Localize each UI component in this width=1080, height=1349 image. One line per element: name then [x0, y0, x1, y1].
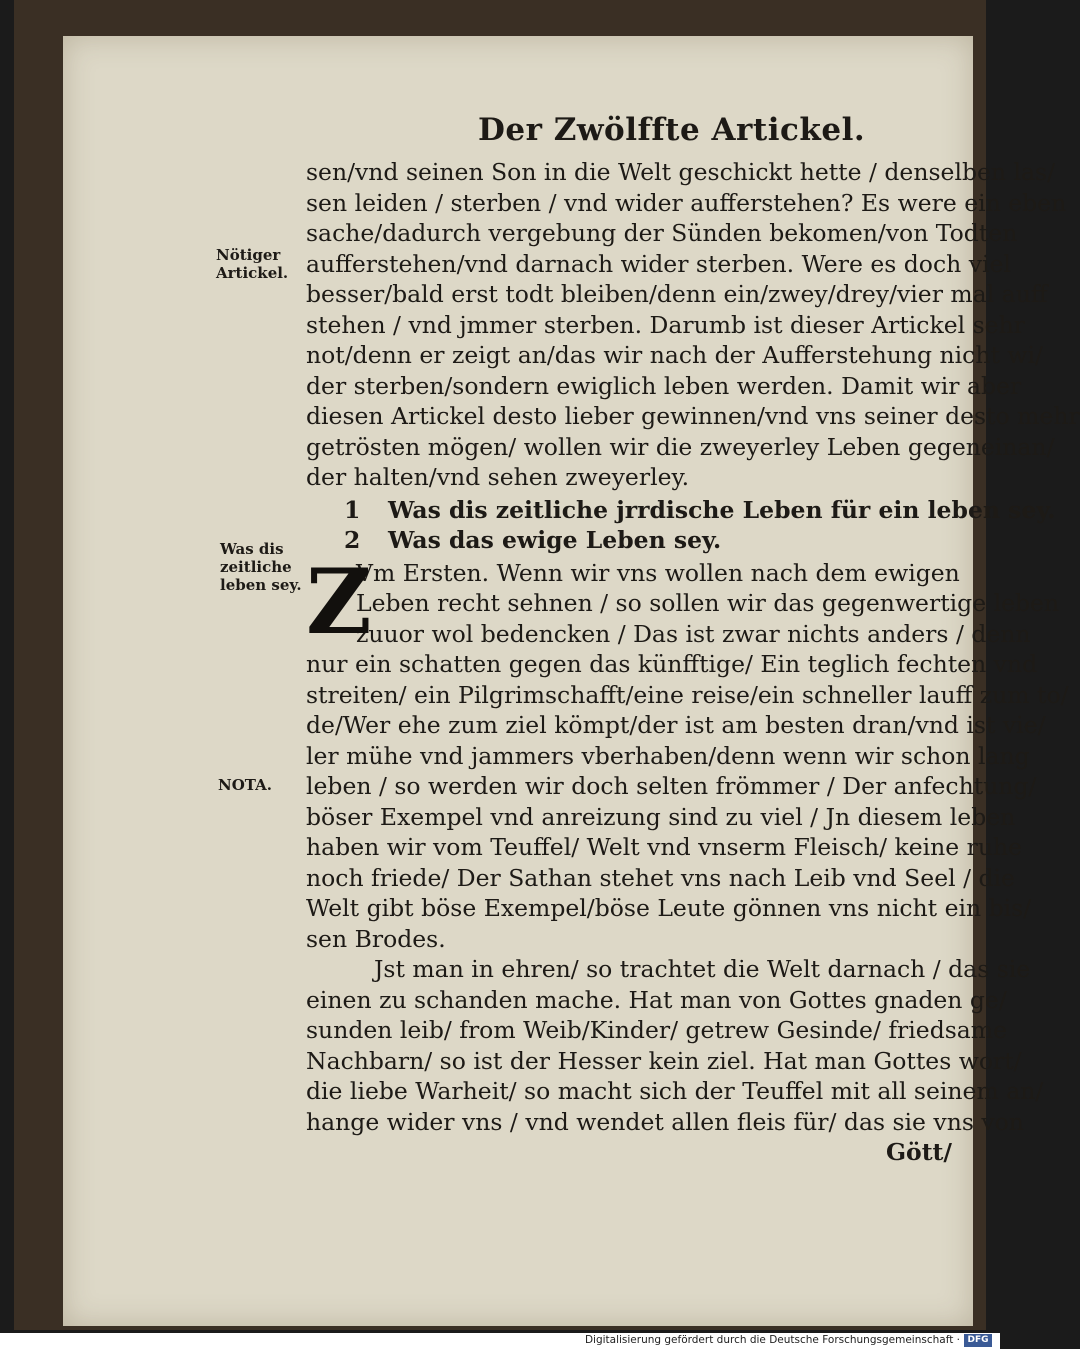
- text-line: haben wir vom Teuffel/ Welt vnd vnserm Fleisch/ keine ruhe: [306, 833, 1023, 861]
- text-line: sen/vnd seinen Son in die Welt geschickt hette / denselben las/: [306, 158, 1056, 186]
- text-line: sunden leib/ from Weib/Kinder/ getrew Gesinde/ friedsame: [306, 1016, 1007, 1044]
- text-line: sen Brodes.: [306, 924, 446, 953]
- text-line: der halten/vnd sehen zweyerley.: [306, 463, 690, 491]
- text-line: die liebe Warheit/ so macht sich der Teuffel mit all seinem an/: [306, 1077, 1044, 1105]
- text-line: besser/bald erst todt bleiben/denn ein/zwey/drey/vier mal auff: [306, 280, 1048, 308]
- text-line: sen leiden / sterben / vnd wider aufferstehen? Es were ein eben: [306, 188, 1067, 217]
- text-line: sache/dadurch vergebung der Sünden bekomen/von Todten: [306, 219, 1018, 247]
- paragraph-3: [306, 954, 1044, 1168]
- text-line: stehen / vnd jmmer sterben. Darumb ist dieser Artickel sehr: [306, 310, 1025, 339]
- text-line: leben / so werden wir doch selten frömmer / Der anfechtung/: [306, 772, 1037, 800]
- list-text: Was das ewige Leben sey.: [388, 526, 722, 554]
- paragraph-1: [306, 157, 1080, 493]
- footer-credit: Digitalisierung gefördert durch die Deutsche Forschungsgemeinschaft ·: [584, 1334, 960, 1346]
- margin-note-nota: NOTA.: [218, 776, 272, 794]
- text-line: diesen Artickel desto lieber gewinnen/vnd vns seiner desto mehr: [306, 402, 1080, 430]
- text-line: hange wider vns / vnd wendet allen fleis für/ das sie vns von: [306, 1107, 1024, 1136]
- list-number: 2: [344, 526, 361, 554]
- list-item: [306, 525, 970, 556]
- text-line: Nachbarn/ so ist der Hesser kein ziel. Hat man Gottes wort/: [306, 1046, 1022, 1075]
- text-line: getrösten mögen/ wollen wir die zweyerley Leben gegeneinan/: [306, 432, 1055, 461]
- text-line: Leben recht sehnen / so sollen wir das gegenwertige leben: [356, 589, 1060, 617]
- list-item: [306, 495, 1056, 526]
- text-line: streiten/ ein Pilgrimschafft/eine reise/ein schneller lauff zum to/: [306, 680, 1069, 709]
- text-line: Vm Ersten. Wenn wir vns wollen nach dem ewigen: [356, 558, 960, 587]
- margin-note-noetiger-artickel: Nötiger Artickel.: [216, 246, 289, 282]
- text-line: einen zu schanden mache. Hat man von Gottes gnaden ge/: [306, 985, 1007, 1014]
- text-line: noch friede/ Der Sathan stehet vns nach Leib vnd Seel / die: [306, 863, 1015, 892]
- footer-bar: [0, 1333, 1000, 1349]
- margin-note-zeitliche-leben: Was dis zeitliche leben sey.: [220, 540, 302, 594]
- list-number: 1: [344, 495, 361, 524]
- text-line: Welt gibt böse Exempel/böse Leute gönnen vns nicht ein bis/: [306, 894, 1032, 922]
- text-line: zuuor wol bedencken / Das ist zwar nichts anders / denn: [356, 619, 1031, 648]
- catchword: Gött/: [885, 1138, 952, 1166]
- text-line: not/denn er zeigt an/das wir nach der Aufferstehung nicht wi/: [306, 341, 1043, 369]
- text-line: nur ein schatten gegen das künfftige/ Ein teglich fechten vnd: [306, 650, 1038, 678]
- paragraph-with-dropcap: [306, 548, 1069, 955]
- text-line: Jst man in ehren/ so trachtet die Welt darnach / das sie: [374, 955, 1031, 983]
- running-head: Der Zwölffte Artickel.: [478, 112, 866, 148]
- numbered-list: [306, 495, 1056, 556]
- text-line: böser Exempel vnd anreizung sind zu viel / Jn diesem leben: [306, 802, 1016, 831]
- text-line: der sterben/sondern ewiglich leben werden. Damit wir aber: [306, 371, 1022, 400]
- text-line: aufferstehen/vnd darnach wider sterben. Were es doch viel: [306, 249, 1011, 278]
- list-text: Was dis zeitliche jrrdische Leben für ein leben sey.: [388, 495, 1056, 524]
- drop-cap-initial: Z: [306, 548, 372, 655]
- text-line: ler mühe vnd jammers vberhaben/denn wenn wir schon lang: [306, 741, 1030, 770]
- dfg-logo: DFG: [964, 1334, 992, 1347]
- body-text: [306, 157, 1080, 1168]
- text-line: de/Wer ehe zum ziel kömpt/der ist am besten dran/vnd ist vie/: [306, 711, 1046, 739]
